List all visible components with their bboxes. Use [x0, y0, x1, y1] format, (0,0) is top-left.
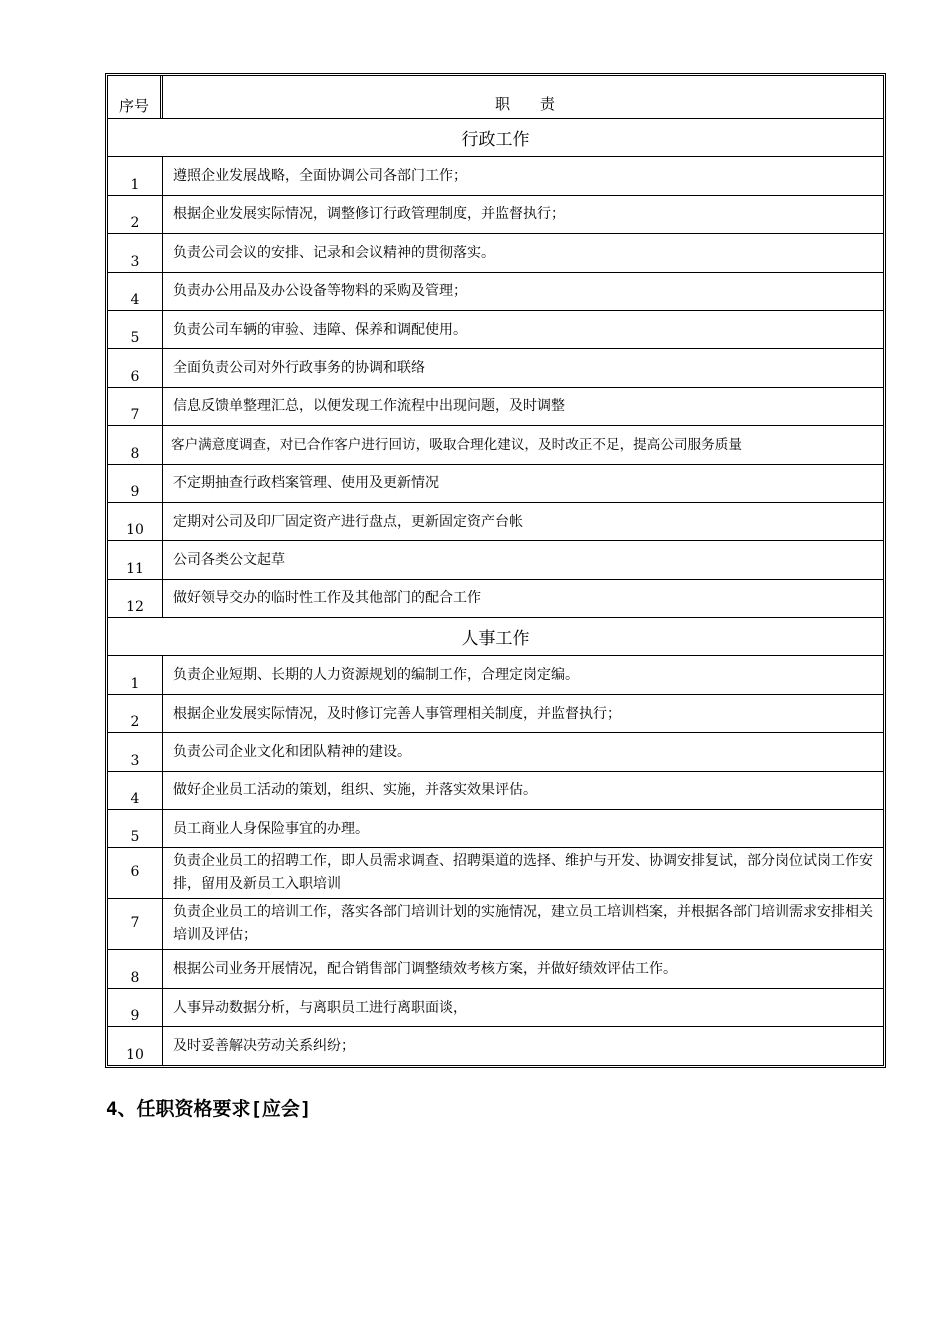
table-row [108, 771, 883, 809]
table-row [108, 949, 883, 987]
header-duty-cell: 职 责 [494, 95, 555, 113]
row-duty: 负责办公用品及办公设备等物料的采购及管理； [173, 283, 467, 300]
section-heading: 4、任职资格要求[应会] [106, 1098, 312, 1120]
table-row [108, 1026, 883, 1064]
row-number: 2 [108, 196, 163, 233]
duties-table [105, 73, 886, 1068]
row-duty: 负责企业员工的培训工作，落实各部门培训计划的实施情况，建立员工培训档案，并根据各部门培训需求安排相关培训及评估； [173, 904, 873, 944]
row-number: 9 [108, 465, 163, 502]
row-number: 5 [108, 810, 163, 847]
row-number: 7 [108, 899, 163, 949]
table-row [108, 809, 883, 847]
header-number-cell: 序号 [108, 76, 163, 118]
row-duty: 不定期抽查行政档案管理、使用及更新情况 [173, 475, 439, 492]
row-number: 1 [108, 157, 163, 194]
row-number: 5 [108, 311, 163, 348]
table-row [108, 694, 883, 732]
row-number: 10 [108, 1027, 163, 1064]
section-title-row-admin [108, 118, 883, 156]
row-duty: 根据企业发展实际情况，调整修订行政管理制度，并监督执行； [173, 206, 565, 223]
table-row [108, 540, 883, 578]
table-row [108, 732, 883, 770]
table-row [108, 387, 883, 425]
row-duty: 根据公司业务开展情况，配合销售部门调整绩效考核方案，并做好绩效评估工作。 [173, 961, 677, 978]
table-row [108, 348, 883, 386]
table-row [108, 233, 883, 271]
table-row [108, 464, 883, 502]
row-number: 3 [108, 234, 163, 271]
row-number: 8 [108, 950, 163, 987]
row-number: 4 [108, 273, 163, 310]
row-duty: 员工商业人身保险事宜的办理。 [173, 820, 369, 837]
row-duty: 信息反馈单整理汇总，以便发现工作流程中出现问题，及时调整 [173, 398, 565, 415]
row-number: 1 [108, 656, 163, 693]
row-number: 12 [108, 580, 163, 617]
row-number: 6 [108, 848, 163, 898]
table-header-row [108, 76, 883, 118]
row-duty: 负责公司会议的安排、记录和会议精神的贯彻落实。 [173, 244, 495, 261]
row-duty: 人事异动数据分析，与离职员工进行离职面谈， [173, 999, 467, 1016]
row-number: 4 [108, 772, 163, 809]
row-duty: 负责公司企业文化和团队精神的建设。 [173, 743, 411, 760]
row-number: 6 [108, 349, 163, 386]
table-row [108, 156, 883, 194]
row-duty: 负责公司车辆的审验、违障、保养和调配使用。 [173, 321, 467, 338]
row-duty: 遵照企业发展战略，全面协调公司各部门工作； [173, 168, 467, 185]
table-row [108, 502, 883, 540]
table-row [108, 310, 883, 348]
row-duty: 全面负责公司对外行政事务的协调和联络 [173, 360, 425, 377]
row-duty: 定期对公司及印厂固定资产进行盘点，更新固定资产台帐 [173, 513, 523, 530]
section-title-admin: 行政工作 [461, 130, 530, 151]
row-duty: 客户满意度调查，对已合作客户进行回访，吸取合理化建议，及时改正不足，提高公司服务质量 [171, 436, 742, 453]
row-number: 8 [108, 426, 163, 463]
table-row [108, 898, 883, 949]
row-number: 9 [108, 989, 163, 1026]
row-duty: 公司各类公文起草 [173, 551, 285, 568]
row-number: 10 [108, 503, 163, 540]
row-duty: 负责企业短期、长期的人力资源规划的编制工作，合理定岗定编。 [173, 667, 579, 684]
table-row [108, 195, 883, 233]
row-duty: 做好领导交办的临时性工作及其他部门的配合工作 [173, 590, 481, 607]
row-duty: 及时妥善解决劳动关系纠纷； [173, 1037, 355, 1054]
section-title-row-hr [108, 617, 883, 655]
section-title-hr: 人事工作 [461, 629, 530, 650]
table-row [108, 988, 883, 1026]
row-duty: 做好企业员工活动的策划，组织、实施，并落实效果评估。 [173, 782, 537, 799]
row-duty: 根据企业发展实际情况，及时修订完善人事管理相关制度，并监督执行； [173, 705, 621, 722]
row-number: 11 [108, 541, 163, 578]
row-number: 3 [108, 733, 163, 770]
table-row [108, 272, 883, 310]
table-row [108, 655, 883, 693]
table-row [108, 425, 883, 463]
row-number: 2 [108, 695, 163, 732]
table-row [108, 847, 883, 898]
table-row [108, 579, 883, 617]
row-duty: 负责企业员工的招聘工作，即人员需求调查、招聘渠道的选择、维护与开发、协调安排复试，部分岗位试岗工作安排，留用及新员工入职培训 [173, 853, 873, 893]
row-number: 7 [108, 388, 163, 425]
